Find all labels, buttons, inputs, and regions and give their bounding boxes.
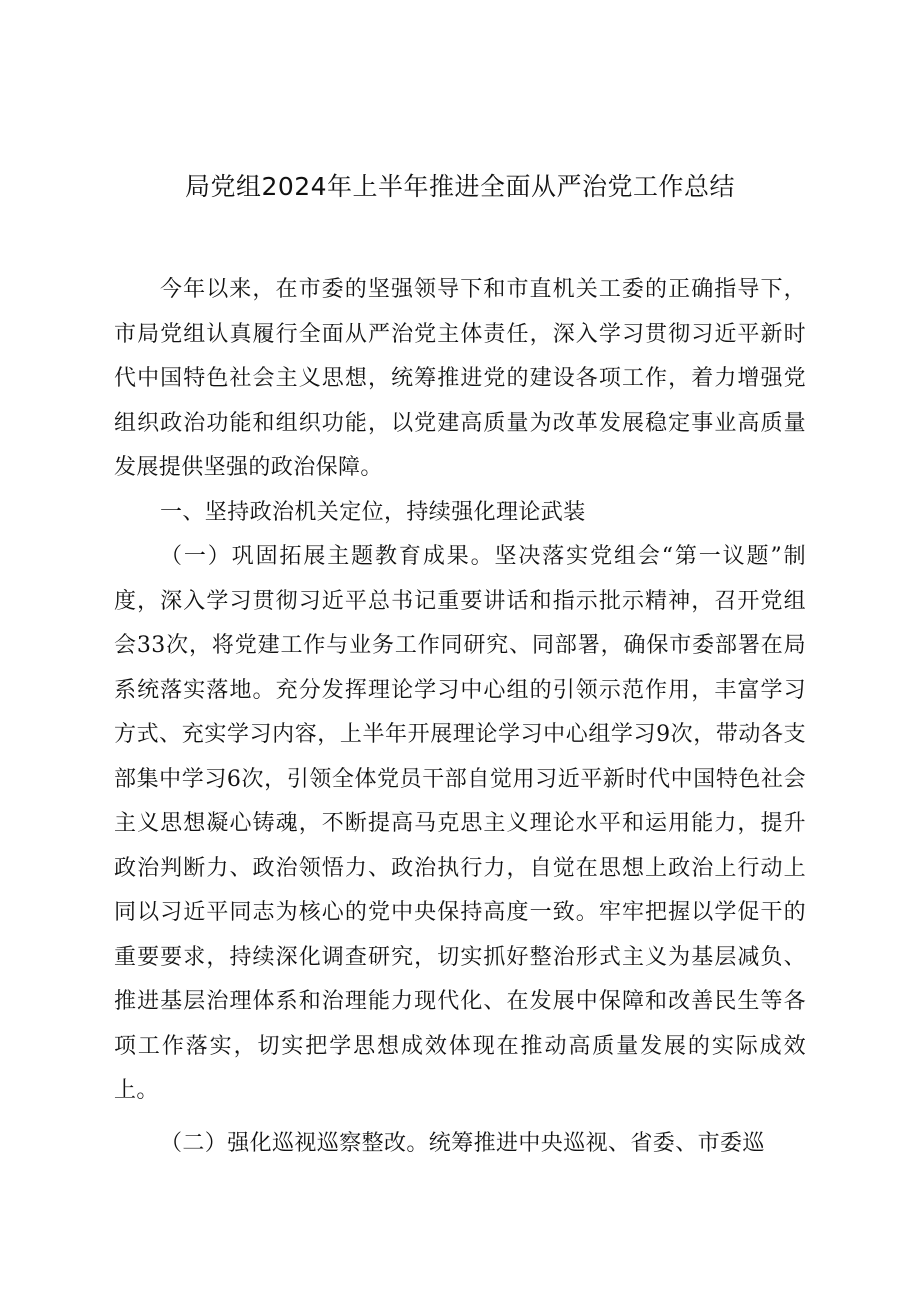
section-1-heading: 一、坚持政治机关定位，持续强化理论武装 — [160, 499, 586, 525]
document-title: 局党组2024年上半年推进全面从严治党工作总结 — [184, 172, 736, 201]
document-body — [114, 268, 806, 1166]
subsection-1-paragraph: （一）巩固拓展主题教育成果。坚决落实党组会“第一议题”制度，深入学习贯彻习近平总书记重要讲话和指示批示精神，召开党组会33次，将党建工作与业务工作同研究、同部署，确保市委部署在局系统落实落地。充分发挥理论学习中心组的引领示范作用，丰富学习方式、充实学习内容，上半年开展理论学习中心组学习9次，带动各支部集中学习6次，引领全体党员干部自觉用习近平新时代中国特色社会主义思想凝心铸魂，不断提高马克思主义理论水平和运用能力，提升政治判断力、政治领悟力、政治执行力，自觉在思想上政治上行动上同以习近平同志为核心的党中央保持高度一致。牢牢把握以学促干的重要要求，持续深化调查研究，切实抓好整治形式主义为基层减负、推进基层治理体系和治理能力现代化、在发展中保障和改善民生等各项工作落实，切实把学思想成效体现在推动高质量发展的实际成效上。 — [114, 544, 806, 1103]
subsection-2-paragraph: （二）强化巡视巡察整改。统筹推进中央巡视、省委、市委巡 — [160, 1130, 765, 1156]
intro-paragraph: 今年以来，在市委的坚强领导下和市直机关工委的正确指导下，市局党组认真履行全面从严治党主体责任，深入学习贯彻习近平新时代中国特色社会主义思想，统筹推进党的建设各项工作，着力增强党组织政治功能和组织功能，以党建高质量为改革发展稳定事业高质量发展提供坚强的政治保障。 — [114, 277, 806, 480]
